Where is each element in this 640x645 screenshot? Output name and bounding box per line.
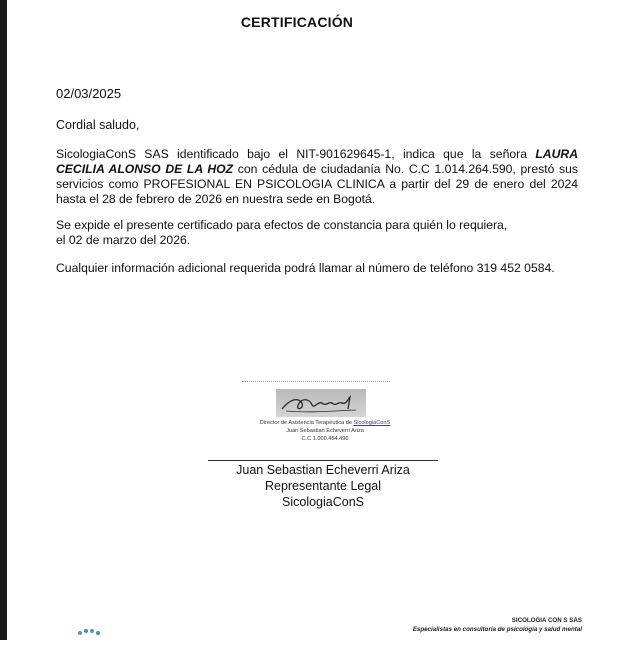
signatory-role: Representante Legal — [264, 479, 382, 493]
issuance-line-1: Se expide el presente certificado para efectos de constancia para quién lo requiera, — [56, 218, 508, 232]
signatory-block — [208, 462, 438, 510]
certification-paragraph — [56, 147, 578, 207]
signature-stamp — [230, 419, 420, 443]
paragraph-text-before: SicologiaConS SAS identificado bajo el NIT-901629645-1, indica que la señora — [56, 147, 536, 161]
company-logo-icon — [74, 626, 104, 645]
page-edge-shadow — [0, 0, 7, 640]
handwritten-signature — [276, 389, 366, 417]
footer-brand-name: SICOLOGIA CON S SAS — [511, 617, 582, 624]
signature-dotted-line — [242, 381, 390, 382]
signatory-company: SicologiaConS — [282, 495, 364, 509]
contact-paragraph: Cualquier información adicional requerida podrá llamar al número de teléfono 319 452 0584. — [56, 261, 555, 275]
signature-line — [208, 460, 438, 461]
document-date: 02/03/2025 — [56, 86, 122, 101]
signatory-name: Juan Sebastian Echeverri Ariza — [236, 463, 410, 477]
document-title: CERTIFICACIÓN — [240, 14, 354, 30]
issuance-line-2: el 02 de marzo del 2026. — [56, 233, 191, 247]
stamp-id: C.C 1.000.454.496 — [301, 436, 349, 442]
paragraph-text-after: con cédula de ciudadanía No. C.C 1.014.264.590, prestó sus servicios como PROFESIONAL EN PSICOLOGIA CLINICA a partir del 29 de enero del 2024 hasta el 28 de febrero de 2026 en nuestra sede en Bogotá. — [56, 162, 578, 206]
stamp-role: Director de Asistencia Terapéutica de SicologiaConS — [259, 420, 391, 426]
employee-name: LAURA CECILIA ALONSO DE LA HOZ — [56, 147, 578, 176]
issuance-paragraph — [56, 218, 578, 248]
stamp-name: Juan Sebastian Echeverri Ariza — [286, 428, 364, 434]
footer-brand — [413, 616, 582, 634]
greeting: Cordial saludo, — [56, 118, 140, 132]
footer-tagline: Especialistas en consultoría de psicología y salud mental — [412, 626, 582, 633]
